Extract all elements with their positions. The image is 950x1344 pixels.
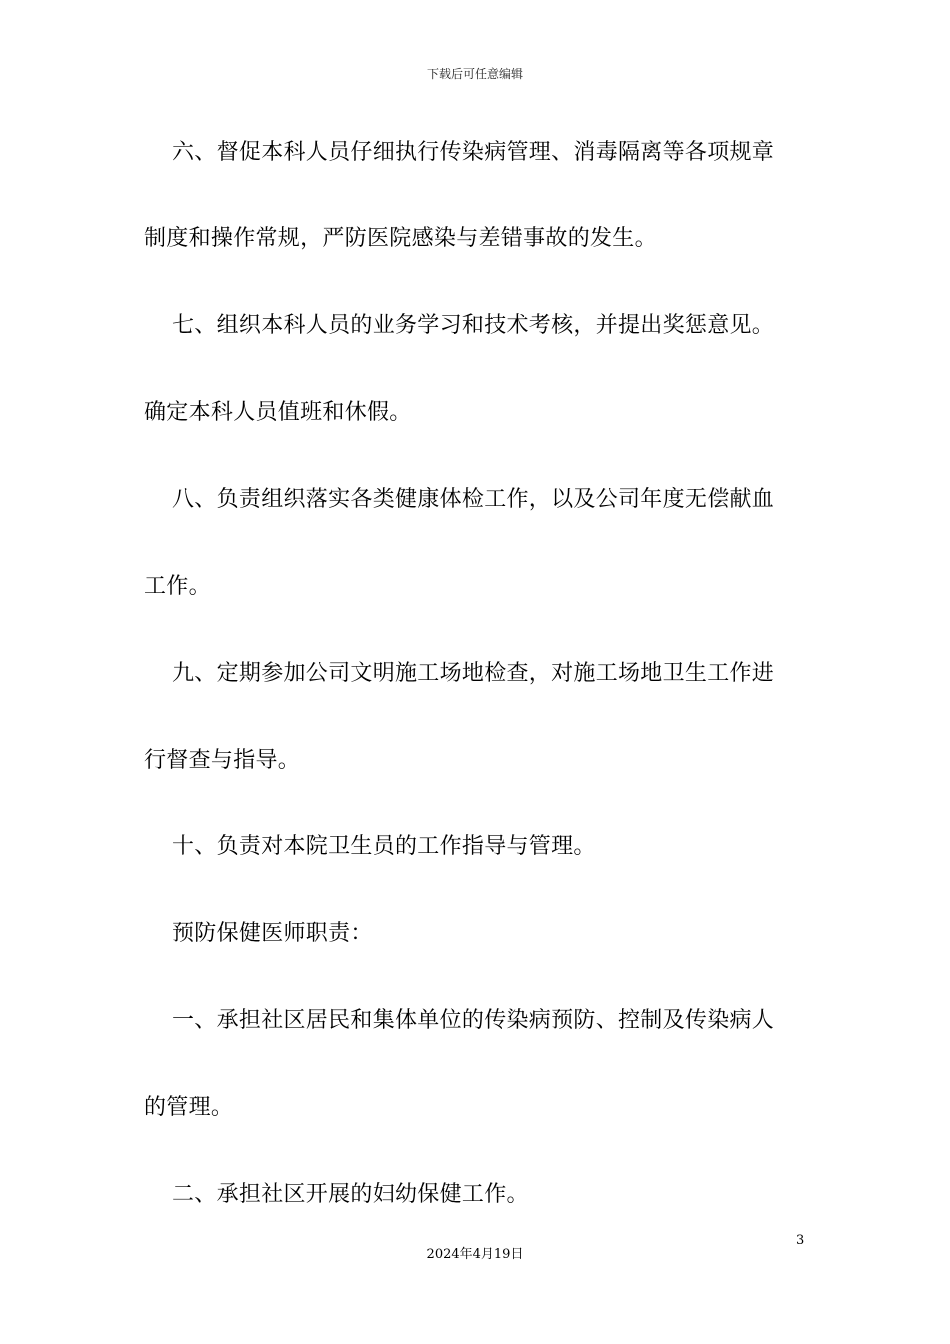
paragraph-8-line-1: 八、负责组织落实各类健康体检工作，以及公司年度无偿献血	[172, 487, 775, 512]
duty-1-line-1: 一、承担社区居民和集体单位的传染病预防、控制及传染病人	[172, 1008, 775, 1033]
paragraph-8-line-2: 工作。	[144, 574, 211, 599]
paragraph-7-line-2: 确定本科人员值班和休假。	[144, 400, 412, 425]
paragraph-7-line-1: 七、组织本科人员的业务学习和技术考核，并提出奖惩意见。	[172, 313, 775, 338]
duty-2-line-1: 二、承担社区开展的妇幼保健工作。	[172, 1182, 529, 1207]
paragraph-6-line-2: 制度和操作常规，严防医院感染与差错事故的发生。	[144, 226, 657, 251]
duty-1-line-2: 的管理。	[144, 1095, 234, 1120]
footer-date: 2024年4月19日	[426, 1247, 524, 1262]
page-header: 下载后可任意编辑	[426, 67, 523, 81]
section-heading: 预防保健医师职责：	[172, 921, 373, 946]
paragraph-6-line-1: 六、督促本科人员仔细执行传染病管理、消毒隔离等各项规章	[172, 140, 775, 165]
paragraph-10-line-1: 十、负责对本院卫生员的工作指导与管理。	[172, 834, 596, 859]
paragraph-9-line-1: 九、定期参加公司文明施工场地检查，对施工场地卫生工作进	[172, 661, 775, 686]
page-number: 3	[796, 1233, 805, 1248]
paragraph-9-line-2: 行督查与指导。	[144, 748, 301, 773]
